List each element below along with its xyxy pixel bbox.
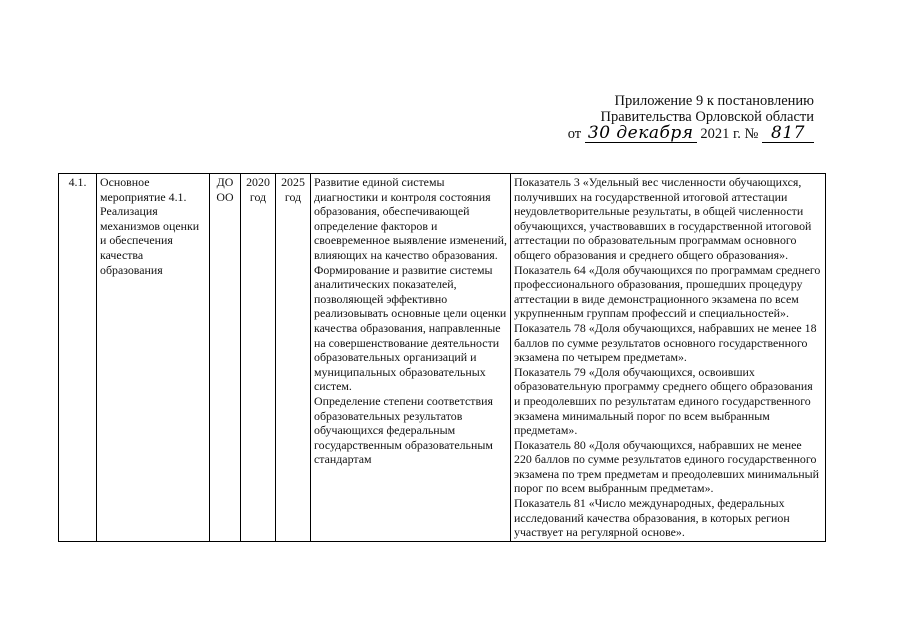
event-name: Основное мероприятие 4.1. Реализация механизмов оценки и обеспечения качества образования bbox=[97, 174, 210, 542]
measures-table bbox=[58, 173, 826, 542]
indicator-item: Показатель 79 «Доля обучающихся, освоивших образовательную программу среднего общего образования и преодолевших по результатам единого государственного экзамена минимальный порог по всем выбранным предметам». bbox=[514, 364, 813, 438]
result-paragraph: Формирование и развитие системы аналитических показателей, позволяющей эффективно реализовывать основные цели оценки качества образования, направленные на совершенствование деятельности образовательных организаций и муниципальных образовательных систем. bbox=[314, 262, 507, 394]
end-year: 2025 год bbox=[276, 174, 311, 542]
table-row bbox=[59, 174, 826, 542]
indicator-item: Показатель 3 «Удельный вес численности обучающихся, получивших на государственной итоговой аттестации неудовлетворительные результаты, в общей численности обучающихся, участвовавших в государственной итоговой аттестации по образовательным программам основного общего образования и среднего общего образования». bbox=[514, 175, 812, 262]
decree-year: 2021 г. № bbox=[700, 126, 759, 142]
indicator-item: Показатель 64 «Доля обучающихся по программам среднего профессионального образования, прошедших процедуру аттестации в виде демонстрационного экзамена по всем укрупненным группам профессий и специальностей». bbox=[514, 262, 821, 321]
document-header bbox=[554, 93, 814, 143]
indicator-item: Показатель 80 «Доля обучающихся, набравших не менее 220 баллов по сумме результатов единого государственного экзамена по трем предметам и преодолевших минимальный порог по всем выбранным предметам». bbox=[514, 437, 819, 496]
issuer-name: Правительства Орловской области bbox=[600, 109, 814, 125]
decree-date-line bbox=[554, 125, 814, 143]
row-number: 4.1. bbox=[59, 174, 97, 542]
date-prefix: от bbox=[567, 126, 582, 142]
handwritten-date: 30 декабря bbox=[587, 123, 694, 143]
start-year: 2020 год bbox=[241, 174, 276, 542]
indicator-item: Показатель 81 «Число международных, федеральных исследований качества образования, в которых регион участвует на регулярной основе». bbox=[514, 496, 790, 540]
handwritten-number: 817 bbox=[771, 123, 805, 143]
indicators bbox=[511, 174, 826, 542]
expected-result bbox=[311, 174, 511, 542]
result-paragraph: Определение степени соответствия образовательных результатов обучающихся федеральным государственным образовательным стандартам bbox=[314, 393, 493, 467]
appendix-title: Приложение 9 к постановлению bbox=[614, 93, 814, 109]
indicator-item: Показатель 78 «Доля обучающихся, набравших не менее 18 баллов по сумме результатов основного государственного экзамена по четырем предметам». bbox=[514, 320, 817, 365]
executor: ДО ОО bbox=[210, 174, 241, 542]
result-paragraph: Развитие единой системы диагностики и контроля состояния образования, обеспечивающей определение факторов и своевременное выявление изменений, влияющих на качество образования. bbox=[314, 175, 508, 262]
